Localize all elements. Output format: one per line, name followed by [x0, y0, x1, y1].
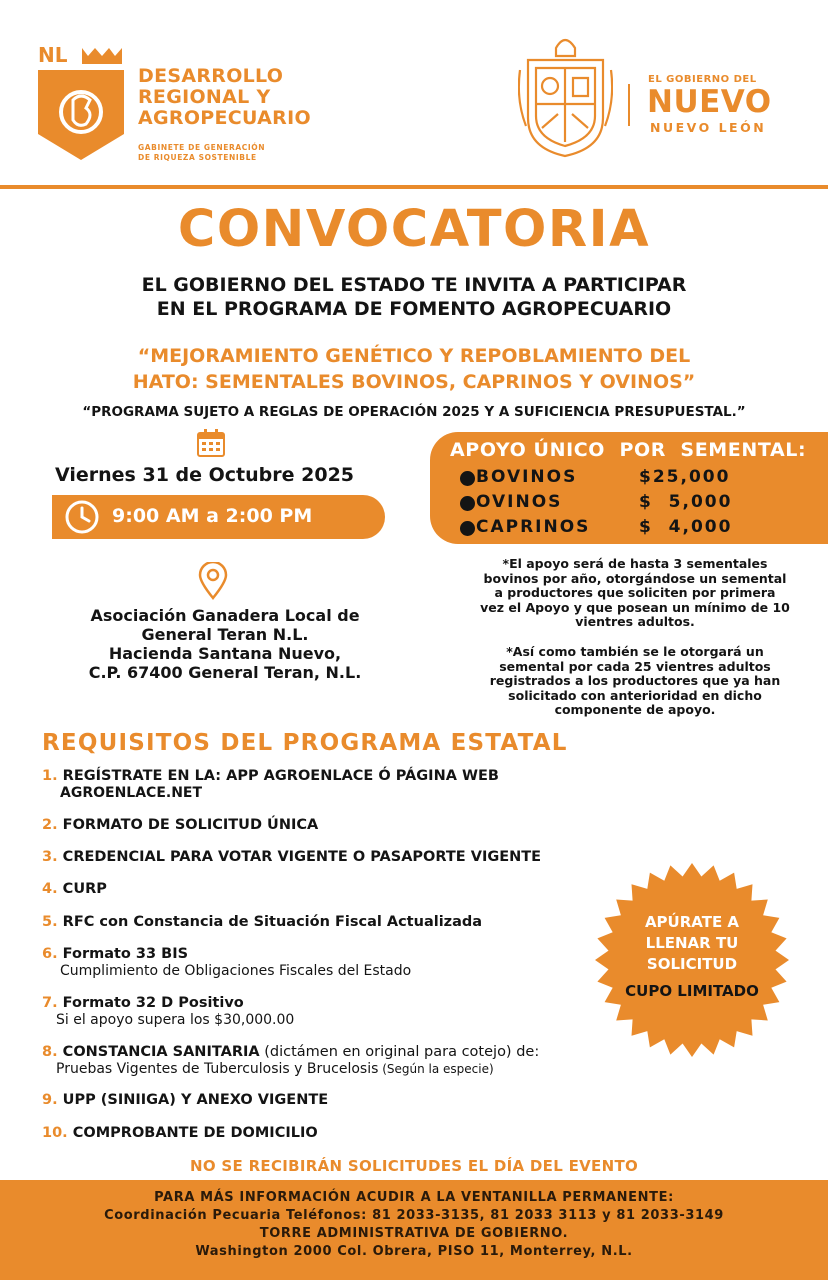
requirement-number: 7.: [42, 995, 58, 1011]
clock-icon: [64, 499, 100, 535]
badge-line: APÚRATE A: [644, 913, 740, 931]
desarrollo-regional-logo: [38, 42, 124, 162]
footer-line: Washington 2000 Col. Obrera, PISO 11, Monterrey, N.L.: [195, 1244, 633, 1259]
program-name-line: HATO: SEMENTALES BOVINOS, CAPRINOS Y OVINOS”: [132, 371, 696, 393]
event-time: 9:00 AM a 2:00 PM: [112, 505, 313, 527]
note-line: solicitado con anterioridad en dicho: [508, 687, 762, 703]
support-item-label: BOVINOS: [476, 467, 578, 487]
calendar-icon: [196, 428, 226, 458]
requirement-text: CONSTANCIA SANITARIA: [62, 1044, 260, 1060]
requirement-subtext-note: (Según la especie): [378, 1062, 494, 1076]
requirement-subtext: Si el apoyo supera los $30,000.00: [56, 1012, 295, 1028]
support-item-label: CAPRINOS: [476, 517, 591, 537]
note-line: bovinos por año, otorgándose un semental: [483, 570, 787, 586]
requirement-item: [42, 1092, 328, 1109]
note-line: a productores que soliciten por primera: [494, 585, 776, 600]
support-item-label: OVINOS: [476, 492, 563, 512]
requirements-title: REQUISITOS DEL PROGRAMA ESTATAL: [42, 730, 568, 756]
state-coat-of-arms-icon: [518, 30, 613, 160]
footer-line: TORRE ADMINISTRATIVA DE GOBIERNO.: [259, 1226, 569, 1241]
badge-line: LLENAR TU: [645, 934, 739, 952]
support-item-amount: $ 5,000: [639, 492, 733, 512]
requirement-text-rest: (dictámen en original para cotejo) de:: [259, 1044, 540, 1060]
footer-line: PARA MÁS INFORMACIÓN ACUDIR A LA VENTANILLA PERMANENTE:: [154, 1190, 674, 1205]
requirement-number: 3.: [42, 849, 58, 865]
department-subtitle: [138, 143, 358, 163]
invite-line: EL GOBIERNO DEL ESTADO TE INVITA A PARTICIPAR: [141, 274, 687, 296]
bullet-icon: [460, 496, 475, 511]
gov-state-text: NUEVO LEÓN: [650, 120, 767, 135]
requirement-subtext: AGROENLACE.NET: [60, 785, 203, 801]
requirement-number: 2.: [42, 817, 58, 833]
support-item: [476, 492, 733, 512]
event-notice: NO SE RECIBIRÁN SOLICITUDES EL DÍA DEL EVENTO: [189, 1157, 639, 1175]
requirement-number: 6.: [42, 946, 58, 962]
requirement-item: [42, 768, 499, 802]
gov-big-text: NUEVO: [647, 84, 772, 120]
requirement-item: [42, 914, 482, 931]
requirement-item: [42, 995, 294, 1029]
note-line: vientres adultos.: [575, 614, 695, 629]
location-pin-icon: [198, 562, 228, 600]
location-line: Hacienda Santana Nuevo,: [108, 644, 342, 663]
support-item-amount: $25,000: [639, 467, 731, 487]
requirement-item: [42, 1125, 318, 1142]
dept-sub-line: DE RIQUEZA SOSTENIBLE: [138, 153, 257, 162]
support-note-1: [450, 557, 820, 630]
location-line: C.P. 67400 General Teran, N.L.: [88, 663, 362, 682]
footer-line: Coordinación Pecuaria Teléfonos: 81 2033-3135, 81 2033 3113 y 81 2033-3149: [104, 1208, 724, 1223]
requirement-text: CREDENCIAL PARA VOTAR VIGENTE O PASAPORTE VIGENTE: [62, 849, 542, 865]
dept-title-line: AGROPECUARIO: [138, 107, 311, 129]
requirement-item: [42, 881, 107, 898]
requirement-item: [42, 1044, 539, 1078]
requirement-number: 1.: [42, 768, 58, 784]
location-line: Asociación Ganadera Local de: [90, 606, 360, 625]
requirement-text: COMPROBANTE DE DOMICILIO: [72, 1125, 318, 1141]
note-line: registrados a los productores que ya han: [489, 673, 781, 688]
requirement-item: [42, 849, 541, 866]
support-note-2: [450, 645, 820, 718]
note-line: *El apoyo será de hasta 3 sementales: [502, 556, 768, 571]
note-line: componente de apoyo.: [554, 702, 716, 717]
requirement-number: 4.: [42, 881, 58, 897]
bullet-icon: [460, 521, 475, 536]
support-item: [476, 517, 733, 537]
dept-sub-line: GABINETE DE GENERACIÓN: [138, 143, 266, 152]
requirement-number: 5.: [42, 914, 58, 930]
requirement-item: [42, 817, 318, 834]
requirement-number: 10.: [42, 1125, 68, 1141]
location-line: General Teran N.L.: [141, 625, 309, 644]
header-rule: [0, 185, 828, 189]
program-name-line: “MEJORAMIENTO GENÉTICO Y REPOBLAMIENTO DEL: [137, 345, 691, 367]
requirement-text: UPP (SINIIGA) Y ANEXO VIGENTE: [62, 1092, 329, 1108]
requirement-subtext: Pruebas Vigentes de Tuberculosis y Brucelosis: [56, 1061, 379, 1077]
requirement-text: Formato 33 BIS: [62, 946, 189, 962]
note-line: vez el Apoyo y que posean un mínimo de 10: [480, 599, 790, 615]
requirement-text: REGÍSTRATE EN LA: APP AGROENLACE Ó PÁGINA WEB: [62, 768, 499, 784]
invite-line: EN EL PROGRAMA DE FOMENTO AGROPECUARIO: [156, 298, 672, 320]
gov-small-text: EL GOBIERNO DEL: [648, 74, 757, 85]
logo-nl-text: NL: [38, 43, 68, 67]
bullet-icon: [460, 471, 475, 486]
requirement-text: CURP: [62, 881, 107, 897]
requirement-subtext: Cumplimiento de Obligaciones Fiscales del Estado: [60, 963, 412, 979]
support-item: [476, 467, 731, 487]
event-date: Viernes 31 de Octubre 2025: [55, 464, 355, 486]
badge-text: [600, 912, 784, 975]
badge-limited: CUPO LIMITADO: [625, 982, 759, 1000]
support-title: APOYO ÚNICO POR SEMENTAL:: [450, 439, 807, 461]
requirement-text: FORMATO DE SOLICITUD ÚNICA: [62, 817, 319, 833]
department-title: [138, 66, 358, 129]
requirement-text: Formato 32 D Positivo: [62, 995, 244, 1011]
support-item-amount: $ 4,000: [639, 517, 733, 537]
header-divider: [628, 84, 630, 126]
page-title: CONVOCATORIA: [177, 200, 651, 259]
badge-line: SOLICITUD: [646, 955, 738, 973]
note-line: semental por cada 25 vientres adultos: [499, 658, 771, 674]
requirement-item: [42, 946, 411, 980]
note-line: *Así como también se le otorgará un: [506, 644, 764, 659]
dept-title-line: REGIONAL Y: [138, 86, 271, 108]
requirement-text: RFC con Constancia de Situación Fiscal Actualizada: [62, 914, 483, 930]
requirement-number: 8.: [42, 1044, 58, 1060]
requirement-number: 9.: [42, 1092, 58, 1108]
rules-note: “PROGRAMA SUJETO A REGLAS DE OPERACIÓN 2025 Y A SUFICIENCIA PRESUPUESTAL.”: [82, 404, 746, 420]
dept-title-line: DESARROLLO: [138, 65, 284, 87]
